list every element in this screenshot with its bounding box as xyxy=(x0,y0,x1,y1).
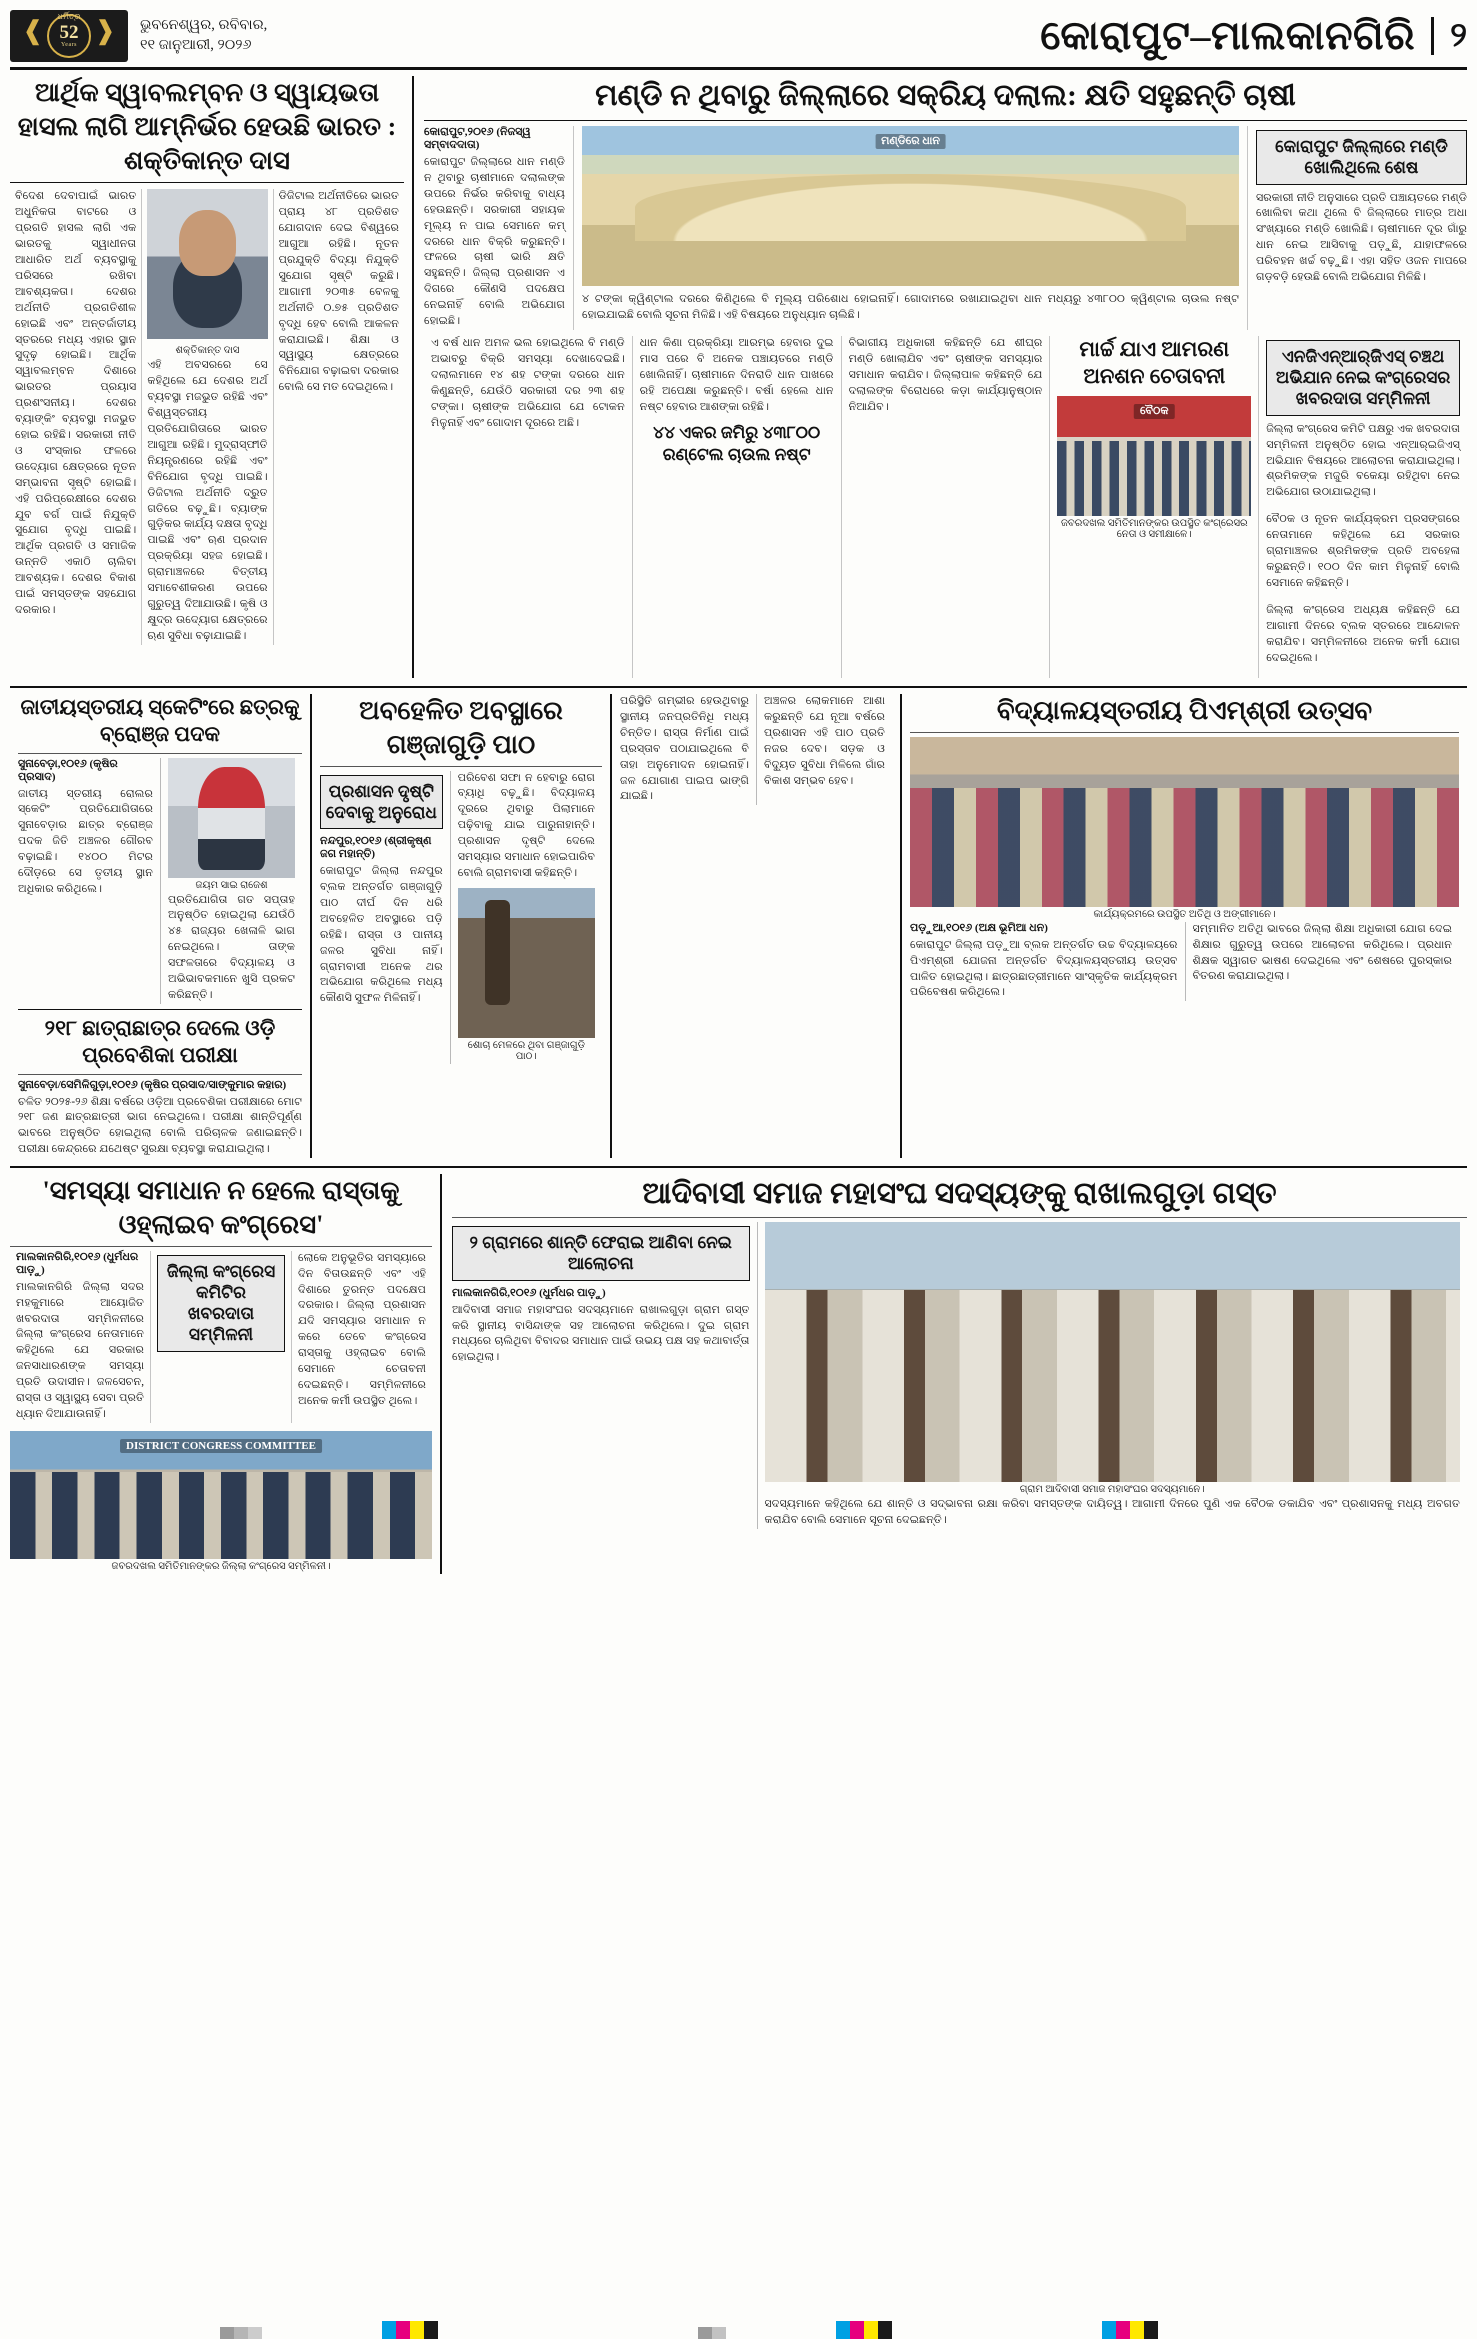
article-congress xyxy=(10,1174,440,1574)
article-economy-col3-text: ଡିଜିଟାଲ ଅର୍ଥନୀତିରେ ଭାରତ ପ୍ରାୟ ୪୮ ପ୍ରତିଶତ ଯୋଗଦାନ ଦେଇ ବିଶ୍ୱରେ ଆଗୁଆ ରହିଛି। ନୂତନ ପ୍ରଯୁକ୍ତି ବିଦ୍ୟା ନିଯୁକ୍ତି ସୁଯୋଗ ସୃଷ୍ଟି କରୁଛି। ଆଗାମୀ ୨୦୩୫ ବେଳକୁ ଅର୍ଥନୀତି ୦.୭୫ ପ୍ରତିଶତ ବୃଦ୍ଧି ହେବ ବୋଲି ଆକଳନ କରାଯାଇଛି। ଶିକ୍ଷା ଓ ସ୍ୱାସ୍ଥ୍ୟ କ୍ଷେତ୍ରରେ ବିନିଯୋଗ ବଢ଼ାଇବା ଦରକାର ବୋଲି ସେ ମତ ଦେଇଥିଲେ। xyxy=(278,190,399,394)
divider xyxy=(18,1009,302,1010)
photo-caption-ganjagudi: ଶୋଚା ମେଳରେ ଥିବା ଗଞ୍ଜାଗୁଡ଼ି ପାଠ। xyxy=(467,1039,585,1062)
divider xyxy=(18,1074,302,1075)
article-ganjagudi-left xyxy=(310,694,610,1158)
article-mandi-col5-text: ବିଭାଗୀୟ ଅଧିକାରୀ କହିଛନ୍ତି ଯେ ଶୀଘ୍ର ମଣ୍ଡି ଖୋଲାଯିବ ଏବଂ ଚାଷୀଙ୍କ ସମସ୍ୟାର ସମାଧାନ କରାଯିବ। ଜିଲ୍ଲାପାଳ କହିଛନ୍ତି ଯେ ଦଲାଲଙ୍କ ବିରୋଧରେ କଡ଼ା କାର୍ଯ୍ୟାନୁଷ୍ଠାନ ନିଆଯିବ। xyxy=(848,336,1043,413)
photo-caption-march: ଜବରଦଖଲ ସମିତିମାନଙ୍କର ଉପସ୍ଥିତ କଂଗ୍ରେସର ନେତା ଓ ସମୀକ୍ଷାଳେ। xyxy=(1061,517,1248,540)
ganjagudi-col3 xyxy=(620,694,756,805)
ganjagudi-col2-text: ପରିବେଶ ସଫା ନ ହେବାରୁ ରୋଗ ବ୍ୟାଧି ବଢ଼ୁଛି। ବିଦ୍ୟାଳୟ ଦୂରରେ ଥିବାରୁ ପିଲାମାନେ ପଢ଼ିବାକୁ ଯାଇ ପାରୁନାହାନ୍ତି। ପ୍ରଶାସନ ଦୃଷ୍ଟି ଦେଲେ ସମସ୍ୟାର ସମାଧାନ ହୋଇପାରିବ ବୋଲି ଗ୍ରାମବାସୀ କହିଛନ୍ତି। xyxy=(457,771,595,879)
photo-caption-congress: ଜବରଦଖଲ ସମିତିମାନଙ୍କର ଜିଲ୍ଲା କଂଗ୍ରେସ ସମ୍ମିଳନୀ। xyxy=(111,1560,331,1572)
article-congress-col1-text: ମାଲକାନଗିରି ଜିଲ୍ଲା ସଦର ମହକୁମାରେ ଆୟୋଜିତ ଖବରଦାତା ସମ୍ମିଳନୀରେ ଜିଲ୍ଲା କଂଗ୍ରେସ ନେତାମାନେ କହିଥିଲେ ଯେ ସରକାର ଜନସାଧାରଣଙ୍କ ସମସ୍ୟା ପ୍ରତି ଉଦାସୀନ। ଜଳସେଚନ, ରାସ୍ତା ଓ ସ୍ୱାସ୍ଥ୍ୟ ସେବା ପ୍ରତି ଧ୍ୟାନ ଦିଆଯାଉନାହିଁ। xyxy=(16,1280,144,1420)
photo-school-event xyxy=(910,737,1459,907)
divider xyxy=(10,1246,432,1247)
article-school-dateline: ପଡ଼ୁଆ,୧୦୧୬ (ଅକ୍ଷ ଭୂମିଆ ଧନ) xyxy=(910,921,1048,934)
stat-line2: ରଣ୍ଟେଲ ଚାଉଲ ନଷ୍ଟ xyxy=(662,444,811,464)
photo-athlete xyxy=(168,758,295,878)
photo-march-meeting xyxy=(1057,396,1251,516)
article-economy-col1-text: ବିଦେଶ ଦେବାପାଇଁ ଭାରତ ଅଧୁନିକତା ବାଟରେ ଓ ପ୍ରଗତି ହାସଲ ଲାଗି ଏକ ଭାରତକୁ ସ୍ୱାଧୀନତା ଆଧାରିତ ଅର୍ଥ ବ୍ୟବସ୍ଥାକୁ ପରିସରେ ରଖିବା ଆବଶ୍ୟକତା। ଦେଶର ଅର୍ଥନୀତି ପ୍ରଗତିଶୀଳ ହୋଇଛି ଏବଂ ଅନ୍ତର୍ଜାତୀୟ ସ୍ତରରେ ମଧ୍ୟ ଏହାର ସ୍ଥାନ ସୁଦୃଢ଼ ହୋଇଛି। ଆର୍ଥିକ ସ୍ୱାବଲମ୍ବନ ଦିଶାରେ ଭାରତର ପ୍ରୟାସ ପ୍ରଶଂସନୀୟ। ଦେଶର ବ୍ୟାଙ୍କିଂ ବ୍ୟବସ୍ଥା ମଜଭୁତ ହୋଇ ରହିଛି। ସରକାରୀ ନୀତି ଓ ସଂସ୍କାର ଫଳରେ ଉଦ୍ୟୋଗ କ୍ଷେତ୍ରରେ ନୂତନ ସମ୍ଭାବନା ସୃଷ୍ଟି ହୋଇଛି। ଏହି ପରିପ୍ରେକ୍ଷୀରେ ଦେଶର ଯୁବ ବର୍ଗ ପାଇଁ ନିଯୁକ୍ତି ସୁଯୋଗ ବୃଦ୍ଧି ପାଇଛି। ଆର୍ଥିକ ପ୍ରଗତି ଓ ସମାଜିକ ଉନ୍ନତି ଏକାଠି ଚାଲିବା ଆବଶ୍ୟକ। ଦେଶର ବିକାଶ ପାଇଁ ସମସ୍ତଙ୍କ ସହଯୋଗ ଦରକାର। xyxy=(15,190,137,616)
print-registration-bar xyxy=(0,2319,1477,2339)
article-congress-col3 xyxy=(291,1251,432,1423)
photo-march-label: ବୈଠକ xyxy=(1134,404,1174,419)
edition-title: କୋରାପୁଟ–ମାଲକାନଗିରି xyxy=(1040,13,1416,58)
divider xyxy=(452,1217,1467,1218)
photo-congress-label: DISTRICT CONGRESS COMMITTEE xyxy=(120,1439,322,1453)
article-school-col1-text: କୋରାପୁଟ ଜିଲ୍ଲା ପଡ଼ୁଆ ବ୍ଲକ ଅନ୍ତର୍ଗତ ଉଚ୍ଚ ବିଦ୍ୟାଳୟରେ ପିଏମ୍‌ଶ୍ରୀ ଯୋଜନା ଅନ୍ତର୍ଗତ ବିଦ୍ୟାଳୟସ୍ତରୀୟ ଉତ୍ସବ ପାଳିତ ହୋଇଥିଲା। ଛାତ୍ରଛାତ୍ରୀମାନେ ସାଂସ୍କୃତିକ କାର୍ଯ୍ୟକ୍ରମ ପରିବେଷଣ କରିଥିଲେ। xyxy=(910,938,1178,999)
article-petrol-dateline: ସୁନାବେଡ଼ା/ସେମିଳିଗୁଡ଼ା,୧୦୧୬ (କୃଷିର ପ୍ରସାଦ/ସାଙ୍କୁମାର କହାର) xyxy=(18,1078,287,1091)
article-economy-col3 xyxy=(273,189,404,644)
article-economy-col2-text: ଏହି ଅବସରରେ ସେ କହିଥିଲେ ଯେ ଦେଶର ଅର୍ଥ ବ୍ୟବସ୍ଥା ମଜଭୁତ ରହିଛି ଏବଂ ବିଶ୍ୱସ୍ତରୀୟ ପ୍ରତିଯୋଗିତାରେ ଭାରତ ଆଗୁଆ ରହିଛି। ମୁଦ୍ରାସ୍ଫୀତି ନିୟନ୍ତ୍ରଣରେ ରହିଛି ଏବଂ ବିନିଯୋଗ ବୃଦ୍ଧି ପାଇଛି। ଡିଜିଟାଲ ଅର୍ଥନୀତି ଦ୍ରୁତ ଗତିରେ ବଢ଼ୁଛି। ବ୍ୟାଙ୍କ ଗୁଡ଼ିକର କାର୍ଯ୍ୟ ଦକ୍ଷତା ବୃଦ୍ଧି ପାଇଛି ଏବଂ ଋଣ ପ୍ରଦାନ ପ୍ରକ୍ରିୟା ସହଜ ହୋଇଛି। ଗ୍ରାମାଞ୍ଚଳରେ ବିତ୍ତୀୟ ସମାବେଶୀକରଣ ଉପରେ ଗୁରୁତ୍ୱ ଦିଆଯାଉଛି। କୃଷି ଓ କ୍ଷୁଦ୍ର ଉଦ୍ୟୋଗ କ୍ଷେତ୍ରରେ ଋଣ ସୁବିଧା ବଢ଼ାଯାଇଛି। xyxy=(147,359,268,642)
photo-caption-school: କାର୍ଯ୍ୟକ୍ରମରେ ଉପସ୍ଥିତ ଅତିଥି ଓ ଅଙ୍ଗୀମାନେ। xyxy=(1093,908,1276,920)
photo-caption-tribal: ଗ୍ରାମ ଆଦିବାସୀ ସମାଜ ମହାସଂଘର ସଦସ୍ୟମାନେ। xyxy=(1019,1484,1205,1496)
masthead-place-date xyxy=(140,16,267,55)
article-tribal-col1-text: ଆଦିବାସୀ ସମାଜ ମହାସଂଘର ସଦସ୍ୟମାନେ ରାଖାଲଗୁଡ଼ା ଗ୍ରାମ ଗସ୍ତ କରି ସ୍ଥାନୀୟ ବାସିନ୍ଦାଙ୍କ ସହ ଆଲୋଚନା କରିଥିଲେ। ଦୁଇ ଗ୍ରାମ ମଧ୍ୟରେ ଚାଲିଥିବା ବିବାଦର ସମାଧାନ ପାଇଁ ଉଭୟ ପକ୍ଷ ସହ କଥାବାର୍ତ୍ତା ହୋଇଥିଲା। xyxy=(452,1303,750,1364)
divider xyxy=(910,732,1459,733)
sidebox-title: କୋରାପୁଟ ଜିଲ୍ଲାରେ ମଣ୍ଡି ଖୋଲିଥିଲେ ଶେଷ xyxy=(1256,130,1467,185)
swatch-group-cmyk-1 xyxy=(382,2319,438,2339)
ganjagudi-subhead-col xyxy=(320,771,450,1064)
article-nhai-col3-text: ଜିଲ୍ଲା କଂଗ୍ରେସ ଅଧ୍ୟକ୍ଷ କହିଛନ୍ତି ଯେ ଆଗାମୀ ଦିନରେ ବ୍ଲକ ସ୍ତରରେ ଆନ୍ଦୋଳନ କରାଯିବ। ସମ୍ମିଳନୀରେ ଅନେକ କର୍ମୀ ଯୋଗ ଦେଇଥିଲେ। xyxy=(1266,604,1460,664)
swatch-group-cmyk-3 xyxy=(1102,2319,1158,2339)
photo-caption-das: ଶକ୍ତିକାନ୍ତ ଦାସ xyxy=(175,345,240,357)
sidebox-text: ସରକାରୀ ନୀତି ଅନୁସାରେ ପ୍ରତି ପଞ୍ଚାୟତରେ ମଣ୍ଡି ଖୋଲିବା କଥା ଥିଲେ ବି ଜିଲ୍ଲାରେ ମାତ୍ର ଅଧା ସଂଖ୍ୟାରେ ମଣ୍ଡି ଖୋଲିଛି। ଚାଷୀମାନେ ଦୂର ଗାଁରୁ ଧାନ ନେଇ ଆସିବାକୁ ପଡ଼ୁଛି, ଯାହାଫଳରେ ପରିବହନ ଖର୍ଚ୍ଚ ବଢ଼ୁଛି। ଏହା ସହିତ ଓଜନ ମାପରେ ଗଡ଼ବଡ଼ି ହେଉଛି ବୋଲି ଅଭିଯୋଗ ମିଳିଛି। xyxy=(1256,191,1467,284)
article-nhai-headline: ଏନଜିଏନ୍‌ଆର୍‌ଜିଏସ୍‌ ଚଞ୍ଚଥ ଅଭିଯାନ ନେଇ କଂଗ୍ରେସର ଖବରଦାତା ସମ୍ମିଳନୀ xyxy=(1266,340,1460,416)
photo-paddy-field xyxy=(582,126,1239,286)
badge-years: 52 xyxy=(59,22,79,43)
masthead-date: ୧୧ ଜାନୁଆରୀ, ୨୦୨୬ xyxy=(140,36,252,53)
article-petrol-text: ଚଳିତ ୨୦୨୫-୨୬ ଶିକ୍ଷା ବର୍ଷରେ ଓଡ଼ିଆ ପ୍ରବେଶିକା ପରୀକ୍ଷାରେ ମୋଟ ୨୧୮ ଜଣ ଛାତ୍ରଛାତ୍ରୀ ଭାଗ ନେଇଥିଲେ। ପରୀକ୍ଷା ଶାନ୍ତିପୂର୍ଣ୍ଣ ଭାବରେ ଅନୁଷ୍ଠିତ ହୋଇଥିଲା ବୋଲି ପରିଚାଳକ ଜଣାଇଛନ୍ତି। ପରୀକ୍ଷା କେନ୍ଦ୍ରରେ ଯଥେଷ୍ଟ ସୁରକ୍ଷା ବ୍ୟବସ୍ଥା କରାଯାଇଥିଲା। xyxy=(18,1095,302,1156)
article-nhai xyxy=(1258,336,1467,678)
masthead xyxy=(10,8,1467,70)
article-economy xyxy=(10,76,414,678)
badge-years-label: Years xyxy=(61,42,77,48)
article-ganjagudi-dateline: ନନ୍ଦପୁର,୧୦୧୬ (ଶ୍ରୀକୃଷ୍ଣ ଜଗ ମହାନ୍ତି) xyxy=(320,835,432,861)
divider xyxy=(424,120,1467,121)
article-sports-col2-text: ପ୍ରତିଯୋଗିତା ଗତ ସପ୍ତାହ ଅନୁଷ୍ଠିତ ହୋଇଥିଲା ଯେଉଁଠି ୪୫ ରାଜ୍ୟର ଖେଳାଳି ଭାଗ ନେଇଥିଲେ। ତାଙ୍କ ସଫଳତାରେ ବିଦ୍ୟାଳୟ ଓ ଅଭିଭାବକମାନେ ଖୁସି ପ୍ରକଟ କରିଛନ୍ତି। xyxy=(168,893,295,1001)
article-sports xyxy=(10,694,310,1158)
article-mandi-col1-text: କୋରାପୁଟ ଜିଲ୍ଲାରେ ଧାନ ମଣ୍ଡି ନ ଥିବାରୁ ଚାଷୀମାନେ ଦଲାଲଙ୍କ ଉପରେ ନିର୍ଭର କରିବାକୁ ବାଧ୍ୟ ହେଉଛନ୍ତି। ସରକାରୀ ସହାୟକ ମୂଲ୍ୟ ନ ପାଇ ସେମାନେ କମ୍ ଦରରେ ଧାନ ବିକ୍ରି କରୁଛନ୍ତି। ଫଳରେ ଚାଷୀ ଭାରି କ୍ଷତି ସହୁଛନ୍ତି। ଜିଲ୍ଲା ପ୍ରଶାସନ ଏ ଦିଗରେ କୌଣସି ପଦକ୍ଷେପ ନେଇନାହିଁ ବୋଲି ଅଭିଯୋଗ ହୋଇଛି। xyxy=(424,156,565,328)
article-congress-col1 xyxy=(10,1251,150,1423)
article-march xyxy=(1049,336,1258,678)
divider xyxy=(18,753,302,754)
photo-shaktikanta-das xyxy=(147,189,267,339)
article-sports-headline: ଜାତୀୟସ୍ତରୀୟ ସ୍କେଟିଂରେ ଛତ୍ରକୁ ବ୍ରୋଞ୍ଜ ପଦକ xyxy=(20,694,300,747)
article-sports-col2 xyxy=(160,758,302,1004)
article-congress-col2 xyxy=(150,1251,291,1423)
article-congress-headline: 'ସମସ୍ୟା ସମାଧାନ ନ ହେଲେ ରାସ୍ତାକୁ ଓହ୍ଲାଇବ କଂଗ୍ରେସ' xyxy=(42,1176,400,1239)
article-petrol-headline: ୨୧୮ ଛାତ୍ରାଛାତ୍ର ଦେଲେ ଓଡ଼ି ପ୍ରବେଶିକା ପରୀକ୍ଷା xyxy=(44,1015,276,1068)
article-mandi-col5 xyxy=(841,336,1050,678)
article-tribal-photo-col xyxy=(757,1222,1468,1529)
article-economy-col1 xyxy=(10,189,141,644)
article-mandi-headline: ମଣ୍ଡି ନ ଥିବାରୁ ଜିଲ୍ଲାରେ ସକ୍ରିୟ ଦଲାଲ: କ୍ଷତି ସହୁଛନ୍ତି ଚାଷୀ xyxy=(595,79,1296,112)
section-bottom xyxy=(10,1166,1467,1574)
article-tribal-col2-text: ସଦସ୍ୟମାନେ କହିଥିଲେ ଯେ ଶାନ୍ତି ଓ ସଦ୍ଭାବନା ରକ୍ଷା କରିବା ସମସ୍ତଙ୍କ ଦାୟିତ୍ୱ। ଆଗାମୀ ଦିନରେ ପୁଣି ଏକ ବୈଠକ ଡକାଯିବ ଏବଂ ପ୍ରଶାସନକୁ ମଧ୍ୟ ଅବଗତ କରାଯିବ ବୋଲି ସେମାନେ ସୂଚନା ଦେଇଛନ୍ତି। xyxy=(764,1498,1460,1527)
ganjagudi-subhead: ପ୍ରଶାସନ ଦୃଷ୍ଟି ଦେବାକୁ ଅନୁରୋଧ xyxy=(320,775,443,830)
photo-paddy-label: ମଣ୍ଡିରେ ଧାନ xyxy=(875,134,946,149)
tribal-subhead: ୨ ଗ୍ରାମରେ ଶାନ୍ତି ଫେରାଇ ଆଣିବା ନେଇ ଆଲୋଚନା xyxy=(452,1226,750,1281)
anniversary-badge xyxy=(10,10,128,62)
swatch-group-cmyk-2 xyxy=(836,2319,892,2339)
article-tribal-headline: ଆଦିବାସୀ ସମାଜ ମହାସଂଘ ସଦସ୍ୟଙ୍କୁ ରାଖାଲଗୁଡ଼ା ଗସ୍ତ xyxy=(642,1177,1277,1211)
article-school-headline: ବିଦ୍ୟାଳୟସ୍ତରୀୟ ପିଏମ୍‌ଶ୍ରୀ ଉତ୍ସବ xyxy=(996,695,1373,725)
article-mandi-col3 xyxy=(632,336,841,678)
article-economy-headline: ଆର୍ଥିକ ସ୍ୱାବଲମ୍ବନ ଓ ସ୍ୱାୟଭତା ହାସଲ ଲାଗି ଆମ୍ନିର୍ଭର ହେଉଛି ଭାରତ : ଶକ୍ତିକାନ୍ତ ଦାସ xyxy=(17,78,397,175)
article-school xyxy=(900,694,1467,1158)
photo-caption-athlete: ଜୟମ ସାଇ ରାଜେଶ xyxy=(195,879,268,891)
section-top xyxy=(10,76,1467,678)
stat-line1: ୪୪ ଏକର ଜମିରୁ ୪୩୮୦୦ xyxy=(653,422,821,442)
ganjagudi-col4-text: ଅଞ୍ଚଳର ଲୋକମାନେ ଆଶା କରୁଛନ୍ତି ଯେ ନୂଆ ବର୍ଷରେ ପ୍ରଶାସନ ଏହି ପାଠ ପ୍ରତି ନଜର ଦେବ। ସଡ଼କ ଓ ବିଦ୍ୟୁତ ସୁବିଧା ମିଳିଲେ ଗାଁର ବିକାଶ ସମ୍ଭବ ହେବ। xyxy=(764,694,885,787)
photo-mandi-wrap xyxy=(574,126,1247,330)
article-sports-col1 xyxy=(18,758,160,1004)
article-nhai-col1-text: ଜିଲ୍ଲା କଂଗ୍ରେସ କମିଟି ପକ୍ଷରୁ ଏକ ଖବରଦାତା ସମ୍ମିଳନୀ ଅନୁଷ୍ଠିତ ହୋଇ ଏନ୍‌ଆର୍‌ଇଜିଏସ୍ ଅଭିଯାନ ବିଷୟରେ ଆଲୋଚନା କରାଯାଇଥିଲା। ଶ୍ରମିକଙ୍କ ମଜୁରି ବକେୟା ରହିଥିବା ନେଇ ଅଭିଯୋଗ ଉଠାଯାଇଥିଲା। xyxy=(1266,422,1460,499)
article-tribal xyxy=(440,1174,1467,1574)
article-mandi-col2-text: ଏ ବର୍ଷ ଧାନ ଅମଳ ଭଲ ହୋଇଥିଲେ ବି ମଣ୍ଡି ଅଭାବରୁ ବିକ୍ରି ସମସ୍ୟା ଦେଖାଦେଇଛି। ଦଲାଲମାନେ ୧୪ ଶହ ଟଙ୍କା ଦରରେ ଧାନ କିଣୁଛନ୍ତି, ଯେଉଁଠି ସରକାରୀ ଦର ୨୩ ଶହ ଟଙ୍କା। ଚାଷୀଙ୍କ ଅଭିଯୋଗ ଯେ ଟୋକନ ମିଳୁନାହିଁ ଏବଂ ଗୋଦାମ ଦୂରରେ ଅଛି। xyxy=(431,336,625,429)
article-mandi-col3-text: ଧାନ କିଣା ପ୍ରକ୍ରିୟା ଆରମ୍ଭ ହେବାର ଦୁଇ ମାସ ପରେ ବି ଅନେକ ପଞ୍ଚାୟତରେ ମଣ୍ଡି ଖୋଲିନାହିଁ। ଚାଷୀମାନେ ଦିନରାତି ଧାନ ପାଖରେ ରହି ଅପେକ୍ଷା କରୁଛନ୍ତି। ବର୍ଷା ହେଲେ ଧାନ ନଷ୍ଟ ହେବାର ଆଶଙ୍କା ରହିଛି। xyxy=(639,336,834,413)
article-congress-dateline: ମାଲକାନଗିରି,୧୦୧୬ (ଧୁର୍ମଧର ପାଡ଼ୁ) xyxy=(16,1250,139,1276)
ganjagudi-col1-text: କୋରାପୁଟ ଜିଲ୍ଲା ନନ୍ଦପୁର ବ୍ଲକ ଅନ୍ତର୍ଗତ ଗଞ୍ଜାଗୁଡ଼ି ପାଠ ଦୀର୍ଘ ଦିନ ଧରି ଅବହେଳିତ ଅବସ୍ଥାରେ ପଡ଼ି ରହିଛି। ରାସ୍ତା ଓ ପାନୀୟ ଜଳର ସୁବିଧା ନାହିଁ। ଗ୍ରାମବାସୀ ଅନେକ ଥର ଅଭିଯୋଗ କରିଥିଲେ ମଧ୍ୟ କୌଣସି ସୁଫଳ ମିଳିନାହିଁ। xyxy=(320,865,443,1005)
article-mandi xyxy=(414,76,1467,678)
swatch-group-left xyxy=(220,2319,262,2339)
divider xyxy=(320,766,602,767)
badge-top-text: ଧର୍ମିତ୍ର xyxy=(57,11,81,21)
section-middle xyxy=(10,686,1467,1158)
article-school-col2 xyxy=(1185,922,1460,1002)
article-mandi-sidebox xyxy=(1247,126,1467,330)
photo-ganjagudi-path xyxy=(458,888,595,1038)
article-mandi-col1 xyxy=(424,126,574,330)
laurel-left-icon: ❰ xyxy=(22,15,44,45)
article-sports-dateline: ସୁନାବେଡ଼ା,୧୦୧୬ (କୃଷିର ପ୍ରସାଦ) xyxy=(18,757,118,783)
article-school-col1 xyxy=(910,922,1185,1002)
article-school-col2-text: ସମ୍ମାନିତ ଅତିଥି ଭାବରେ ଜିଲ୍ଲା ଶିକ୍ଷା ଅଧିକାରୀ ଯୋଗ ଦେଇ ଶିକ୍ଷାର ଗୁରୁତ୍ୱ ଉପରେ ଆଲୋଚନା କରିଥିଲେ। ପ୍ରଧାନ ଶିକ୍ଷକ ସ୍ୱାଗତ ଭାଷଣ ଦେଇଥିଲେ ଏବଂ ଶେଷରେ ପୁରସ୍କାର ବିତରଣ କରାଯାଇଥିଲା। xyxy=(1192,922,1452,983)
article-tribal-dateline: ମାଲକାନଗିରି,୧୦୧୬ (ଧୁର୍ମଧର ପାଡ଼ୁ) xyxy=(452,1286,606,1299)
article-mandi-col4-text: ୪ ଟଙ୍କା କ୍ୱିଣ୍ଟାଲ ଦରରେ କିଣିଥିଲେ ବି ମୂଲ୍ୟ ପରିଶୋଧ ହୋଇନାହିଁ। ଗୋଦାମରେ ରଖାଯାଇଥିବା ଧାନ ମଧ୍ୟରୁ ୪୩୮୦୦ କ୍ୱିଣ୍ଟାଲ ଚାଉଲ ନଷ୍ଟ ହୋଇଯାଇଛି ବୋଲି ସୂଚନା ମିଳିଛି। ଏହି ବିଷୟରେ ଅନୁଧ୍ୟାନ ଚାଲିଛି। xyxy=(582,293,1239,321)
article-march-headline: ମାର୍ଚ୍ଚ ଯାଏ ଆମରଣ ଅନଶନ ଚେତାବନୀ xyxy=(1079,336,1230,389)
ganjagudi-col4 xyxy=(756,694,892,805)
laurel-right-icon: ❱ xyxy=(94,15,116,45)
photo-congress-meeting xyxy=(10,1431,432,1559)
swatch-group-gray xyxy=(698,2319,726,2339)
article-mandi-col2 xyxy=(424,336,632,678)
article-mandi-dateline: କୋରାପୁଟ,୨୦୧୬ (ନିଜସ୍ୱ ସମ୍ବାଦଦାତା) xyxy=(424,126,531,151)
divider xyxy=(10,182,404,183)
article-ganjagudi-right xyxy=(610,694,900,1158)
ganjagudi-col3-text: ପରିସ୍ଥିତି ଗମ୍ଭୀର ହେଉଥିବାରୁ ସ୍ଥାନୀୟ ଜନପ୍ରତିନିଧି ମଧ୍ୟ ଚିନ୍ତିତ। ରାସ୍ତା ନିର୍ମାଣ ପାଇଁ ପ୍ରସ୍ତାବ ପଠାଯାଇଥିଲେ ବି ତାହା ଅନୁମୋଦନ ହୋଇନାହିଁ। ଜଳ ଯୋଗାଣ ପାଇପ ଭାଙ୍ଗି ଯାଇଛି। xyxy=(620,694,749,803)
ganjagudi-col2 xyxy=(450,771,602,1064)
article-congress-col2-text: ଲୋକେ ଅନୁଭୂତିର ସମସ୍ୟାରେ ଦିନ ବିତାଉଛନ୍ତି ଏବଂ ଏହି ଦିଶାରେ ତୁରନ୍ତ ପଦକ୍ଷେପ ଦରକାର। ଜିଲ୍ଲା ପ୍ରଶାସନ ଯଦି ସମସ୍ୟାର ସମାଧାନ ନ କରେ ତେବେ କଂଗ୍ରେସ ରାସ୍ତାକୁ ଓହ୍ଲାଇବ ବୋଲି ସେମାନେ ଚେତାବନୀ ଦେଇଛନ୍ତି। ସମ୍ମିଳନୀରେ ଅନେକ କର୍ମୀ ଉପସ୍ଥିତ ଥିଲେ। xyxy=(298,1251,426,1407)
masthead-place: ଭୁବନେଶ୍ୱର, ରବିବାର, xyxy=(140,16,268,33)
article-ganjagudi-headline: ଅବହେଳିତ ଅବସ୍ଥାରେ ଗଞ୍ଜାଗୁଡ଼ି ପାଠ xyxy=(359,695,563,759)
article-tribal-col1 xyxy=(452,1222,757,1529)
article-sports-col1-text: ଜାତୀୟ ସ୍ତରୀୟ ରୋଲର ସ୍କେଟିଂ ପ୍ରତିଯୋଗିତାରେ ସୁନାବେଡ଼ାର ଛାତ୍ର ବ୍ରୋଞ୍ଜ ପଦକ ଜିତି ଅଞ୍ଚଳର ଗୌରବ ବଢ଼ାଇଛି। ୧୪୦୦ ମିଟର ଦୌଡ଼ରେ ସେ ତୃତୀୟ ସ୍ଥାନ ଅଧିକାର କରିଥିଲେ। xyxy=(18,787,153,895)
photo-tribal-group xyxy=(765,1222,1461,1482)
congress-subhead: ଜିଲ୍ଲା କଂଗ୍ରେସ କମିଟିର ଖବରଦାତା ସମ୍ମିଳନୀ xyxy=(157,1255,285,1352)
page-number: ୨ xyxy=(1431,17,1467,55)
article-nhai-col2-text: ବୈଠକ ଓ ନୂତନ କାର୍ଯ୍ୟକ୍ରମ ପ୍ରସଙ୍ଗରେ ନେତାମାନେ କହିଥିଲେ ଯେ ସରକାର ଗ୍ରାମାଞ୍ଚଳର ଶ୍ରମିକଙ୍କ ପ୍ରତି ଅବହେଳା କରୁଛନ୍ତି। ୧୦୦ ଦିନ କାମ ମିଳୁନାହିଁ ବୋଲି ସେମାନେ କହିଛନ୍ତି। xyxy=(1266,513,1460,590)
article-economy-col2 xyxy=(141,189,272,644)
